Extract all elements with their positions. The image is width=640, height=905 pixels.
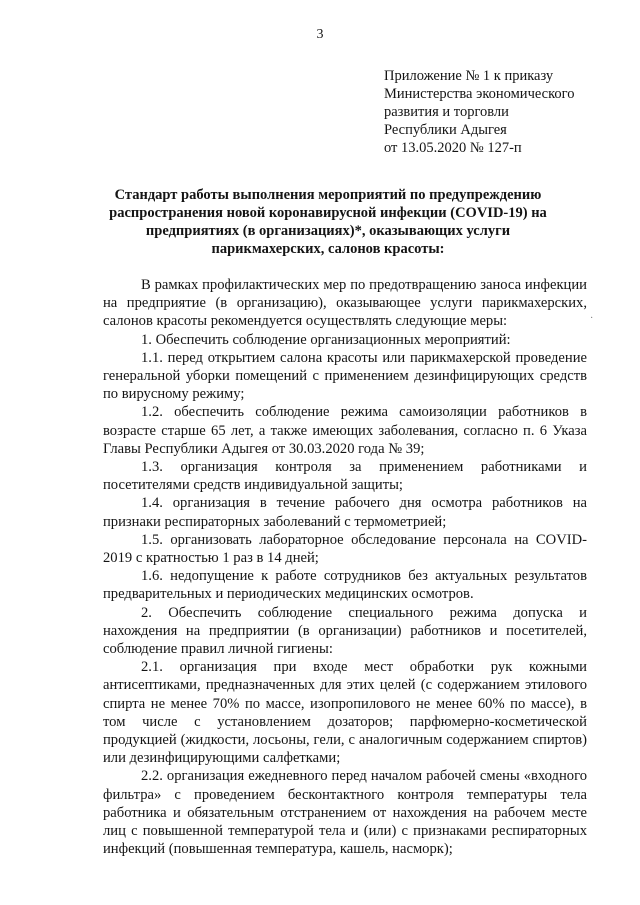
paragraph-1-1: 1.1. перед открытием салона красоты или парикмахерской проведение генеральной уборки помещений с применением дезинфицирующих средств по вирусному режиму; (103, 349, 587, 403)
annex-line: Министерства экономического (384, 86, 575, 102)
paragraph-intro: В рамках профилактических мер по предотвращению заноса инфекции на предприятие (в организацию), оказывающее услуги парикмахерских, салонов красоты рекомендуется осуществлять следующие меры: (103, 277, 587, 330)
paragraph-1: 1. Обеспечить соблюдение организационных мероприятий: (141, 331, 511, 348)
annex-line: развития и торговли (384, 104, 509, 120)
title-line: предприятиях (в организациях)*, оказывающих услуги (145, 223, 511, 239)
paragraph-2-1: 2.1. организация при входе мест обработки рук кожными антисептиками, предназначенных для этих целей (с содержанием этилового спирта не менее 70% по массе, изопропилового не менее 60% по массе), в том числе с установлением дозаторов; парфюмерно-косметической продукцией (жидкости, лосьоны, гели, с аналогичным содержанием спиртов) или дезинфицирующими салфетками; (103, 659, 587, 767)
annex-line: Приложение № 1 к приказу (384, 68, 554, 84)
document-title (100, 186, 556, 258)
title-line: распространения новой коронавирусной инфекции (COVID-19) на (109, 205, 547, 221)
paragraph-2-2: 2.2. организация ежедневного перед началом рабочей смены «входного фильтра» с проведением бесконтактного контроля температуры тела работника и обязательным отстранением от нахождения на рабочем месте лиц с повышенной температурой тела и (или) с признаками респираторных инфекций (повышенная температура, кашель, насморк); (103, 768, 587, 858)
title-line: парикмахерских, салонов красоты: (211, 241, 445, 257)
paragraph-2: 2. Обеспечить соблюдение специального режима допуска и нахождения на предприятии (в организации) работников и посетителей, соблюдение правил личной гигиены: (103, 604, 587, 658)
page-number: 3 (316, 27, 324, 42)
annex-header (384, 67, 575, 157)
paragraph-1-2: 1.2. обеспечить соблюдение режима самоизоляции работников в возрасте старше 65 лет, а также имеющих заболевания, согласно п. 6 Указа Главы Республики Адыгея от 30.03.2020 года № 39; (103, 404, 587, 457)
paragraph-1-6: 1.6. недопущение к работе сотрудников без актуальных результатов предварительных и периодических медицинских осмотров. (103, 568, 587, 603)
paragraph-1-3: 1.3. организация контроля за применением работниками и посетителями средств индивидуальной защиты; (103, 459, 587, 494)
margin-mark: · (590, 313, 594, 324)
paragraph-1-5: 1.5. организовать лабораторное обследование персонала на COVID-2019 с кратностью 1 раз в 14 дней; (103, 531, 587, 567)
annex-line: Республики Адыгея (384, 122, 507, 138)
document-body (103, 276, 587, 859)
paragraph-1-4: 1.4. организация в течение рабочего дня осмотра работников на признаки респираторных заболеваний с термометрией; (103, 495, 587, 530)
annex-line: от 13.05.2020 № 127-п (384, 140, 522, 156)
title-line: Стандарт работы выполнения мероприятий по предупреждению (114, 187, 542, 203)
